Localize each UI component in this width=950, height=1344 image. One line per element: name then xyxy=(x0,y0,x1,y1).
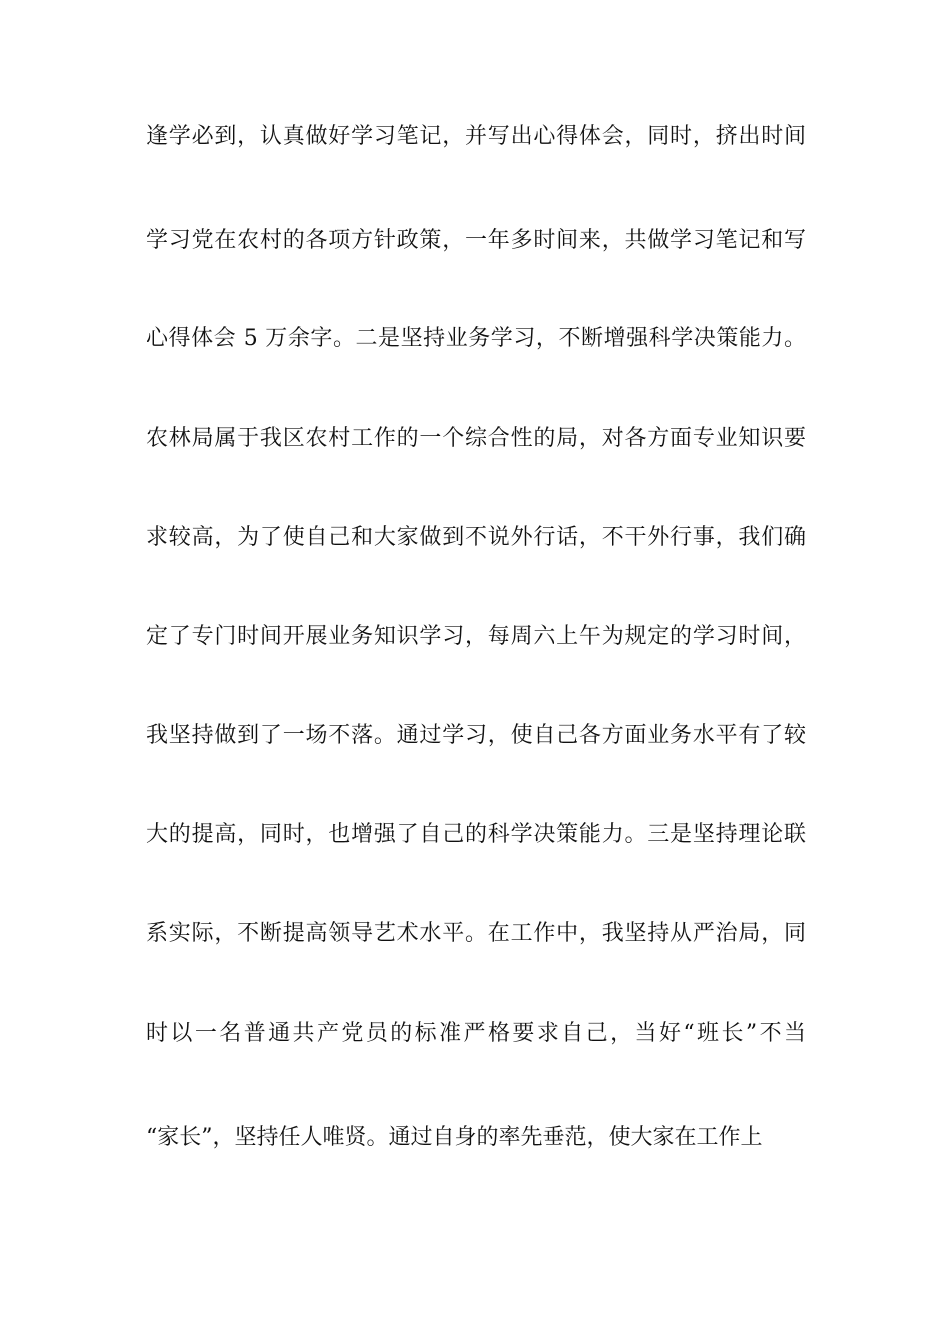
text-line-3: 心得体会 5 万余字。二是坚持业务学习，不断增强科学决策能力。 xyxy=(146,326,806,351)
text-line-8: 大的提高，同时，也增强了自己的科学决策能力。三是坚持理论联 xyxy=(146,822,806,847)
text-line-4: 农林局属于我区农村工作的一个综合性的局，对各方面专业知识要 xyxy=(146,426,806,451)
text-line-6: 定了专门时间开展业务知识学习，每周六上午为规定的学习时间， xyxy=(146,624,806,649)
text-line-1: 逢学必到，认真做好学习笔记，并写出心得体会，同时，挤出时间 xyxy=(146,124,806,149)
text-line-5: 求较高，为了使自己和大家做到不说外行话，不干外行事，我们确 xyxy=(146,525,806,550)
text-line-11: “家长”，坚持任人唯贤。通过自身的率先垂范，使大家在工作上 xyxy=(146,1125,763,1150)
text-line-7: 我坚持做到了一场不落。通过学习，使自己各方面业务水平有了较 xyxy=(146,723,806,748)
text-line-10: 时以一名普通共产党员的标准严格要求自己，当好“班长”不当 xyxy=(146,1021,806,1046)
text-line-9: 系实际，不断提高领导艺术水平。在工作中，我坚持从严治局，同 xyxy=(146,921,806,946)
text-line-2: 学习党在农村的各项方针政策，一年多时间来，共做学习笔记和写 xyxy=(146,228,806,253)
